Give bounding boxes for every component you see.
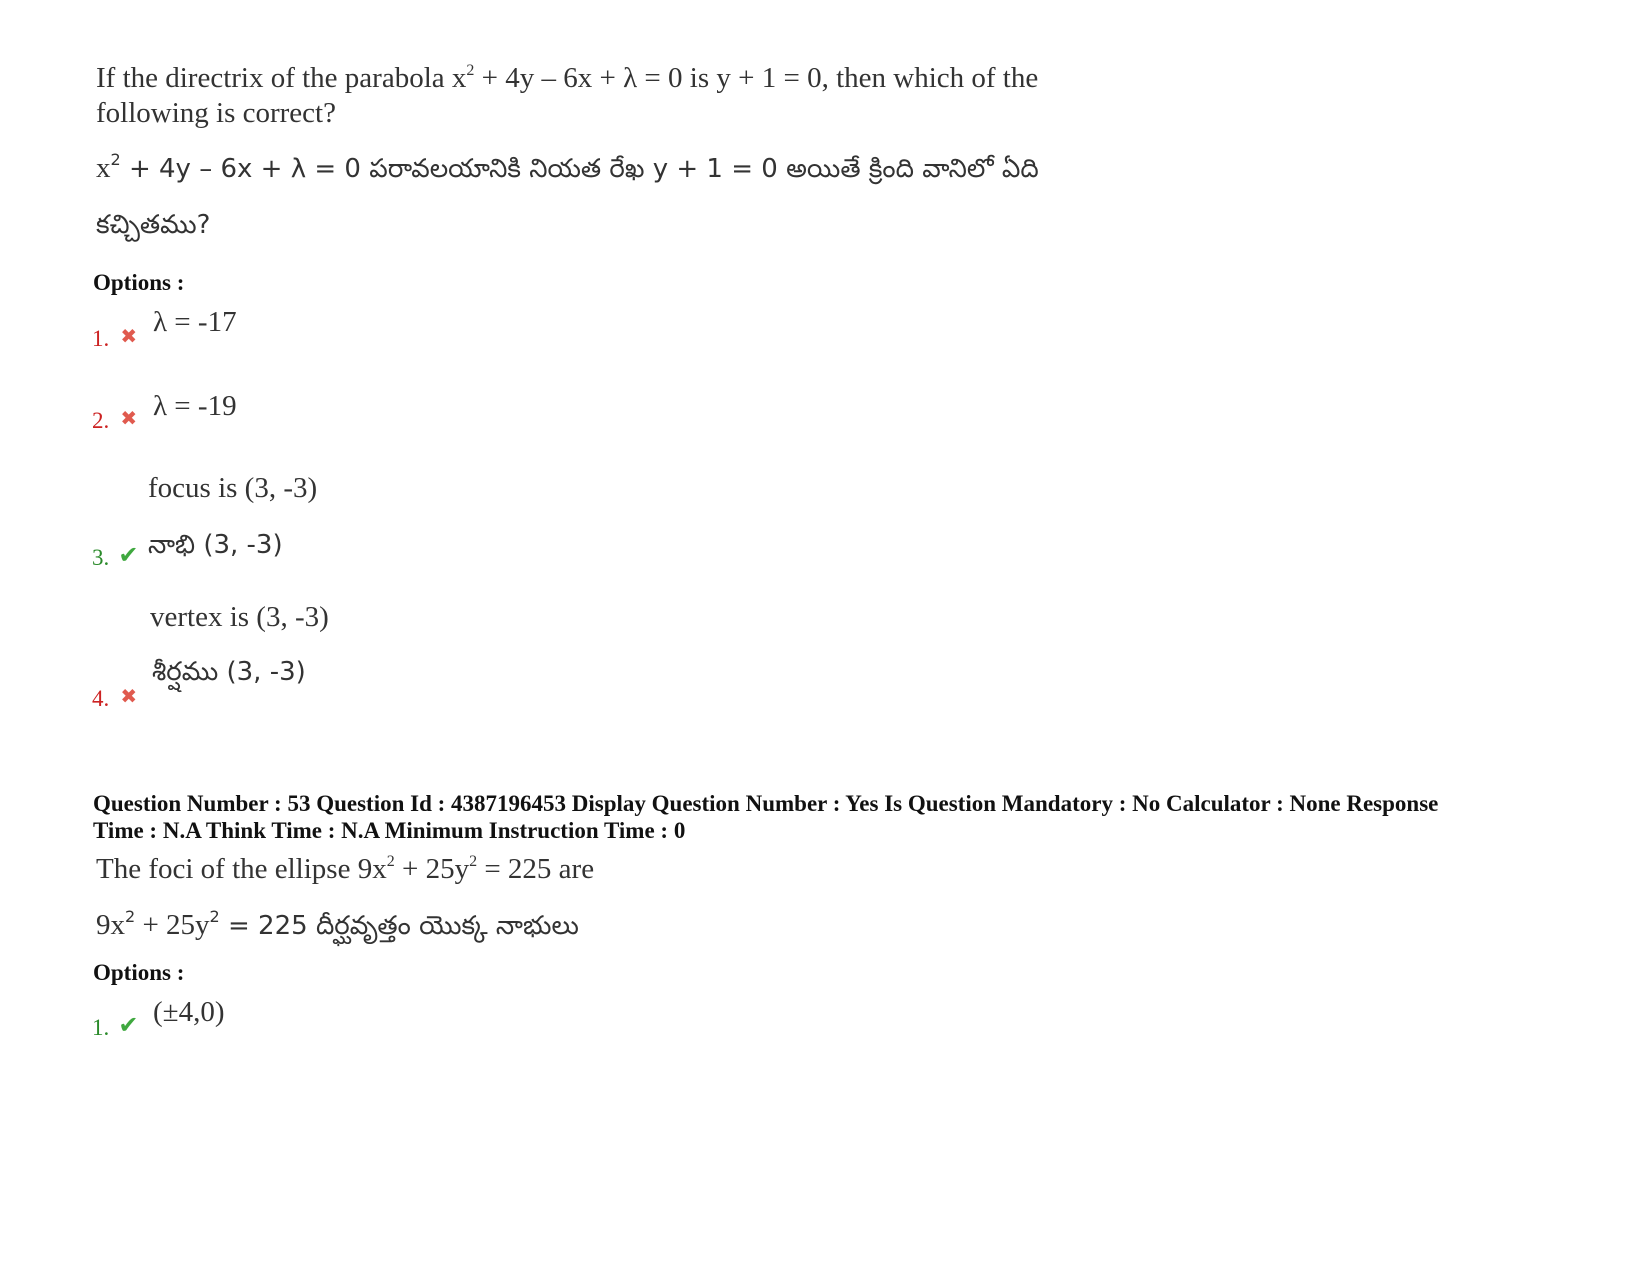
wrong-mark-icon: ✖ (120, 406, 138, 430)
question-52-english-line-1: If the directrix of the parabola $x^2 + 4y - 6x + \lambda = 0$ is y + 1 = 0, then which of the (96, 62, 1039, 94)
option-number: 1. (92, 326, 110, 351)
option-2-text: λ = -19 (153, 390, 237, 422)
question-53-meta-line-1: Question Number : 53 Question Id : 4387196453 Display Question Number : Yes Is Question Mandatory : No Calculator : None Response (93, 791, 1439, 816)
question-52-telugu-line-2: కచ్చితము? (96, 210, 211, 240)
q53-option-1-text: (±4,0) (153, 996, 225, 1028)
option-number: 4. (92, 686, 110, 711)
option-3 (92, 543, 138, 571)
question-53-meta (93, 790, 1573, 844)
option-4-text: vertex is (3, -3) (150, 601, 329, 633)
option-3-text: focus is (3, -3) (148, 472, 318, 504)
option-number: 2. (92, 408, 110, 433)
option-1-text: λ = -17 (153, 306, 237, 338)
question-53-options-label: Options : (93, 960, 185, 985)
question-52-english-line-2: following is correct? (96, 97, 336, 129)
q53-option-1 (92, 1013, 138, 1041)
option-3-telugu-text: నాభి (3, -3) (148, 530, 283, 560)
option-number: 3. (92, 545, 110, 570)
correct-check-icon: ✔ (118, 541, 139, 569)
option-2 (92, 408, 137, 434)
option-number: 1. (92, 1015, 110, 1040)
question-53-telugu: $9x^2 + 25y^2 = 225$ దీర్ఘవృత్తం యొక్క నాభులు (96, 907, 579, 941)
wrong-mark-icon: ✖ (120, 684, 138, 708)
question-53-meta-line-2: Time : N.A Think Time : N.A Minimum Instruction Time : 0 (93, 818, 686, 843)
wrong-mark-icon: ✖ (120, 324, 138, 348)
question-53-english: The foci of the ellipse $9x^2 + 25y^2 = 225$ are (96, 853, 595, 885)
option-1 (92, 326, 137, 352)
correct-check-icon: ✔ (118, 1011, 139, 1039)
question-52-options-label: Options : (93, 270, 185, 295)
question-52-telugu-line-1: $x^2 + 4y - 6x + \lambda = 0$ పరావలయానికి నియత రేఖ y + 1 = 0 అయితే క్రింది వానిలో ఏది (96, 150, 1039, 184)
option-4-telugu-text: శీర్షము (3, -3) (152, 657, 306, 687)
option-4 (92, 686, 137, 712)
